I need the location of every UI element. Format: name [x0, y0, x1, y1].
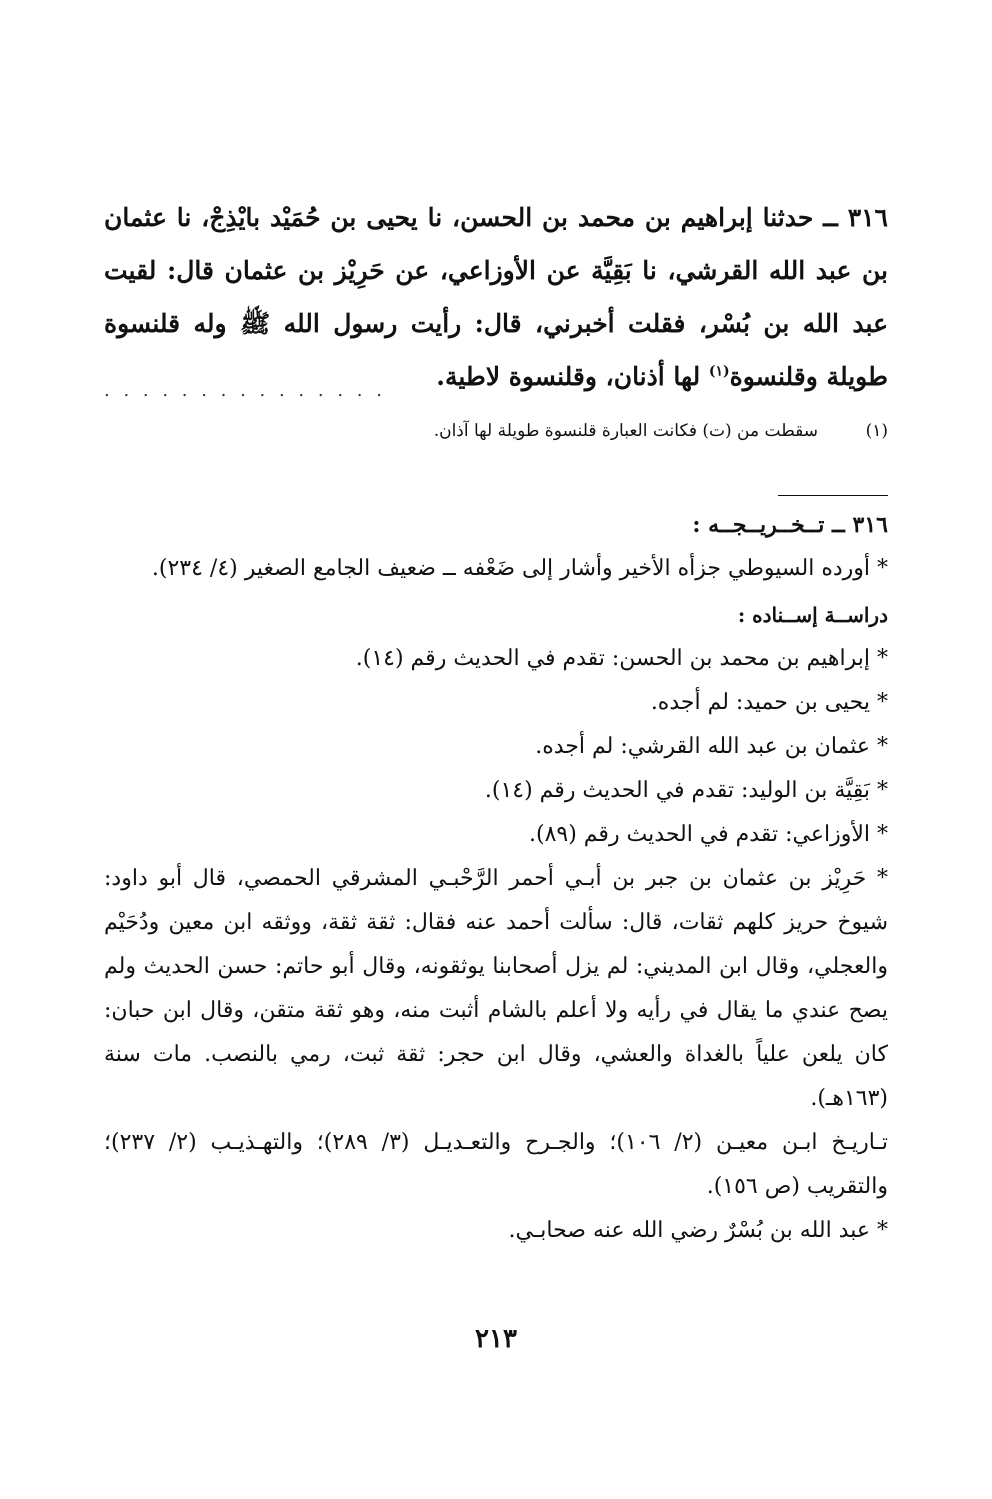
footnote-reference: (١): [708, 363, 730, 380]
takhrij-intro: * أورده السيوطي جزأه الأخير وأشار إلى ضَعْفه ــ ضعيف الجامع الصغير (٤/ ٢٣٤).: [151, 556, 888, 581]
separator-dots: . . . . . . . . . . . . . . .: [104, 380, 386, 401]
narrator-item: * عثمان بن عبد الله القرشي: لم أجده.: [535, 734, 888, 759]
takhrij-section: [104, 503, 888, 1253]
narrator-hariz-biography: * حَرِيْز بن عثمان بن جبر بن أبـي أحمر الرَّحْبـي المشرقي الحمصي، قال أبو داود: شيوخ حريز كلهم ثقات، قال: سألت أحمد عنه فقال: ثقة ثقة، ووثقه ابن معين ودُحَيْم والعجلي، وقال ابن المديني: لم يزل أصحابنا يوثقونه، وقال أبو حاتم: حسن الحديث ولم يصح عندي ما يقال في رأيه ولا أعلم بالشام أثبت منه، وهو ثقة متقن، وقال ابن حبان: كان يلعن علياً بالغداة والعشي، وقال ابن حجر: ثقة ثبت، رمي بالنصب. مات سنة (١٦٣هـ).: [104, 866, 888, 1111]
hadith-text: [104, 191, 888, 403]
narrator-hariz-references: تـاريـخ ابـن معيـن (٢/ ١٠٦)؛ والجـرح والتعـديـل (٣/ ٢٨٩)؛ والتهـذيـب (٢/ ٢٣٧)؛ والتقريب (ص ١٥٦).: [104, 1130, 888, 1199]
narrator-item: * إبراهيم بن محمد بن الحسن: تقدم في الحديث رقم (١٤).: [355, 646, 888, 671]
footnote-divider: [778, 495, 888, 496]
narrator-item: * بَقِيَّة بن الوليد: تقدم في الحديث رقم (١٤).: [484, 778, 888, 803]
page-number: ٢١٣: [475, 1324, 517, 1354]
footnote-number: (١): [865, 421, 888, 441]
isnad-study-heading: دراســة إســناده :: [737, 603, 888, 627]
narrator-item: * الأوزاعي: تقدم في الحديث رقم (٨٩).: [528, 822, 888, 847]
narrator-item: * عبد الله بن بُسْرٌ رضي الله عنه صحابـي.: [508, 1218, 888, 1243]
footnote-text: سقطت من (ت) فكانت العبارة قلنسوة طويلة لها آذان.: [433, 421, 818, 441]
hadith-text-end: لها أذنان، وقلنسوة لاطية.: [436, 362, 709, 391]
footnote: [104, 416, 888, 446]
hadith-text-main: ٣١٦ ــ حدثنا إبراهيم بن محمد بن الحسن، نا يحيى بن حُمَيْد بايْذِجْ، نا عثمان بن عبد الله القرشي، نا بَقِيَّة عن الأوزاعي، عن حَرِيْز بن عثمان قال: لقيت عبد الله بن بُسْر، فقلت أخبرني، قال: رأيت رسول الله ﷺ وله قلنسوة طويلة وقلنسوة: [104, 203, 888, 391]
takhrij-heading: ٣١٦ ــ تــخــريــجــه :: [692, 512, 888, 538]
narrator-item: * يحيى بن حميد: لم أجده.: [650, 690, 888, 715]
